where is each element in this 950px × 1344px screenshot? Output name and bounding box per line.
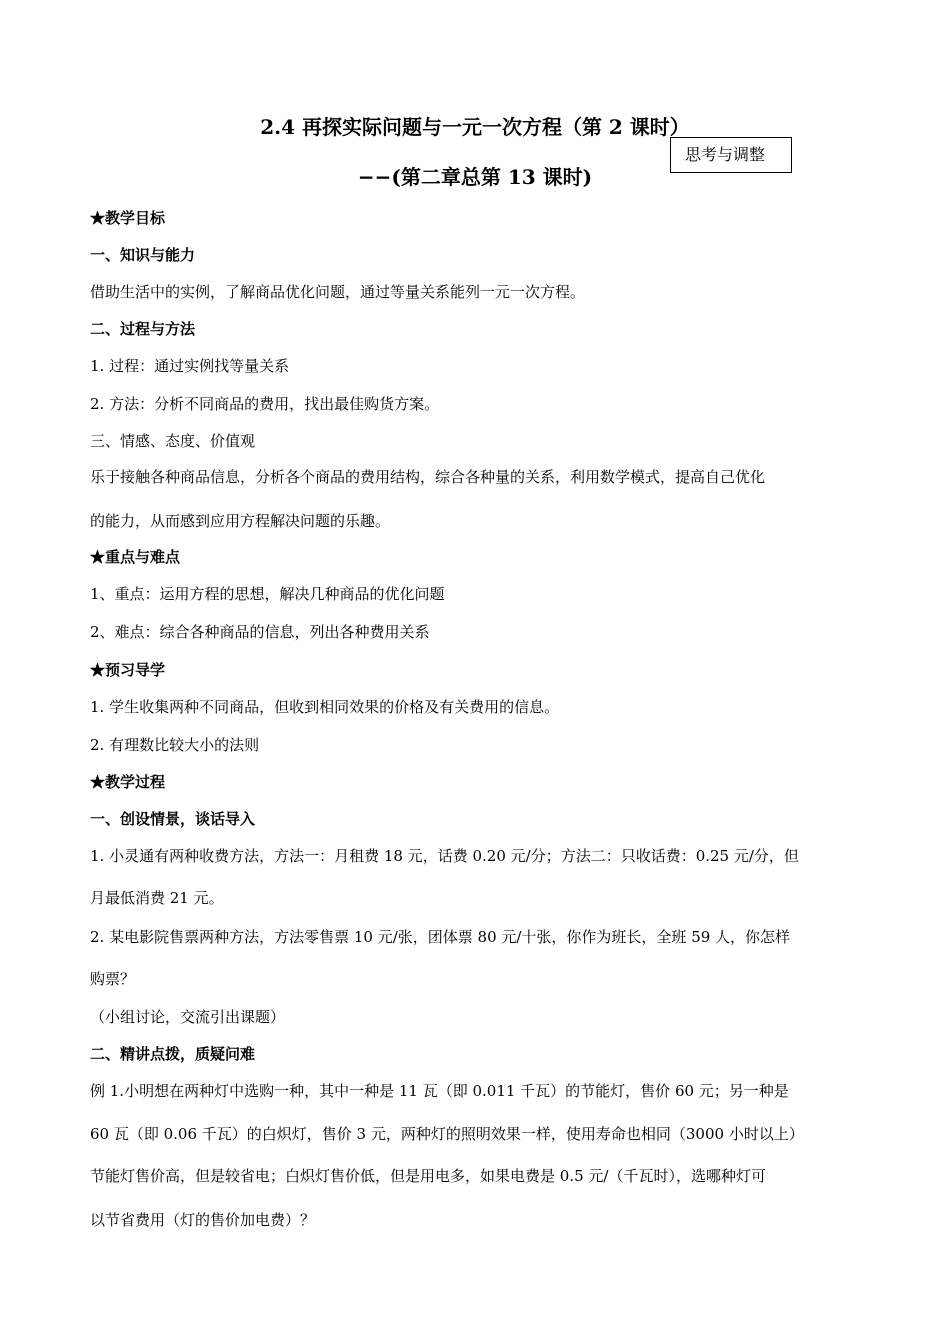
paragraph-line: 2. 某电影院售票两种方法，方法零售票 10 元/张，团体票 80 元/十张，你作为班长，全班 59 人，你怎样 xyxy=(90,928,791,946)
paragraph-line: 1、重点：运用方程的思想，解决几种商品的优化问题 xyxy=(90,585,445,603)
subsection-heading: 一、知识与能力 xyxy=(90,246,196,264)
section-heading: ★重点与难点 xyxy=(90,548,181,566)
subsection-heading: 二、精讲点拨，质疑问难 xyxy=(90,1045,256,1063)
paragraph-line: 2. 方法：分析不同商品的费用，找出最佳购货方案。 xyxy=(90,395,440,413)
paragraph-line: 月最低消费 21 元。 xyxy=(90,889,224,907)
paragraph-line: 1. 小灵通有两种收费方法，方法一：月租费 18 元，话费 0.20 元/分；方法二：只收话费：0.25 元/分，但 xyxy=(90,847,799,865)
paragraph-line: 的能力，从而感到应用方程解决问题的乐趣。 xyxy=(90,512,391,530)
paragraph-line: 1. 过程：通过实例找等量关系 xyxy=(90,357,290,375)
paragraph-line: 1. 学生收集两种不同商品，但收到相同效果的价格及有关费用的信息。 xyxy=(90,698,560,716)
paragraph-line: 购票？ xyxy=(90,970,136,988)
paragraph-line: 2. 有理数比较大小的法则 xyxy=(90,736,260,754)
document-subtitle: −−(第二章总第 13 课时) xyxy=(357,165,593,189)
document-title: 2.4 再探实际问题与一元一次方程（第 2 课时） xyxy=(260,115,690,139)
paragraph-line: 60 瓦（即 0.06 千瓦）的白炽灯，售价 3 元，两种灯的照明效果一样，使用寿命也相同（3000 小时以上） xyxy=(90,1125,804,1143)
paragraph-line: 借助生活中的实例，了解商品优化问题，通过等量关系能列一元一次方程。 xyxy=(90,283,586,301)
paragraph-line: 乐于接触各种商品信息，分析各个商品的费用结构，综合各种量的关系，利用数学模式，提高自己优化 xyxy=(90,468,766,486)
section-heading: ★教学目标 xyxy=(90,209,166,227)
note-box: 思考与调整 xyxy=(670,137,792,173)
paragraph-line: （小组讨论，交流引出课题） xyxy=(90,1008,286,1026)
subsection-heading: 二、过程与方法 xyxy=(90,320,196,338)
paragraph-line: 例 1.小明想在两种灯中选购一种，其中一种是 11 瓦（即 0.011 千瓦）的节能灯，售价 60 元；另一种是 xyxy=(90,1082,789,1100)
paragraph-line: 节能灯售价高，但是较省电；白炽灯售价低，但是用电多，如果电费是 0.5 元/（千瓦时），选哪种灯可 xyxy=(90,1167,766,1185)
paragraph-line: 2、难点：综合各种商品的信息，列出各种费用关系 xyxy=(90,623,430,641)
paragraph-line: 以节省费用（灯的售价加电费）？ xyxy=(90,1211,316,1229)
subsection-heading: 三、情感、态度、价值观 xyxy=(90,432,256,450)
section-heading: ★预习导学 xyxy=(90,661,166,679)
subsection-heading: 一、创设情景，谈话导入 xyxy=(90,810,256,828)
section-heading: ★教学过程 xyxy=(90,773,166,791)
